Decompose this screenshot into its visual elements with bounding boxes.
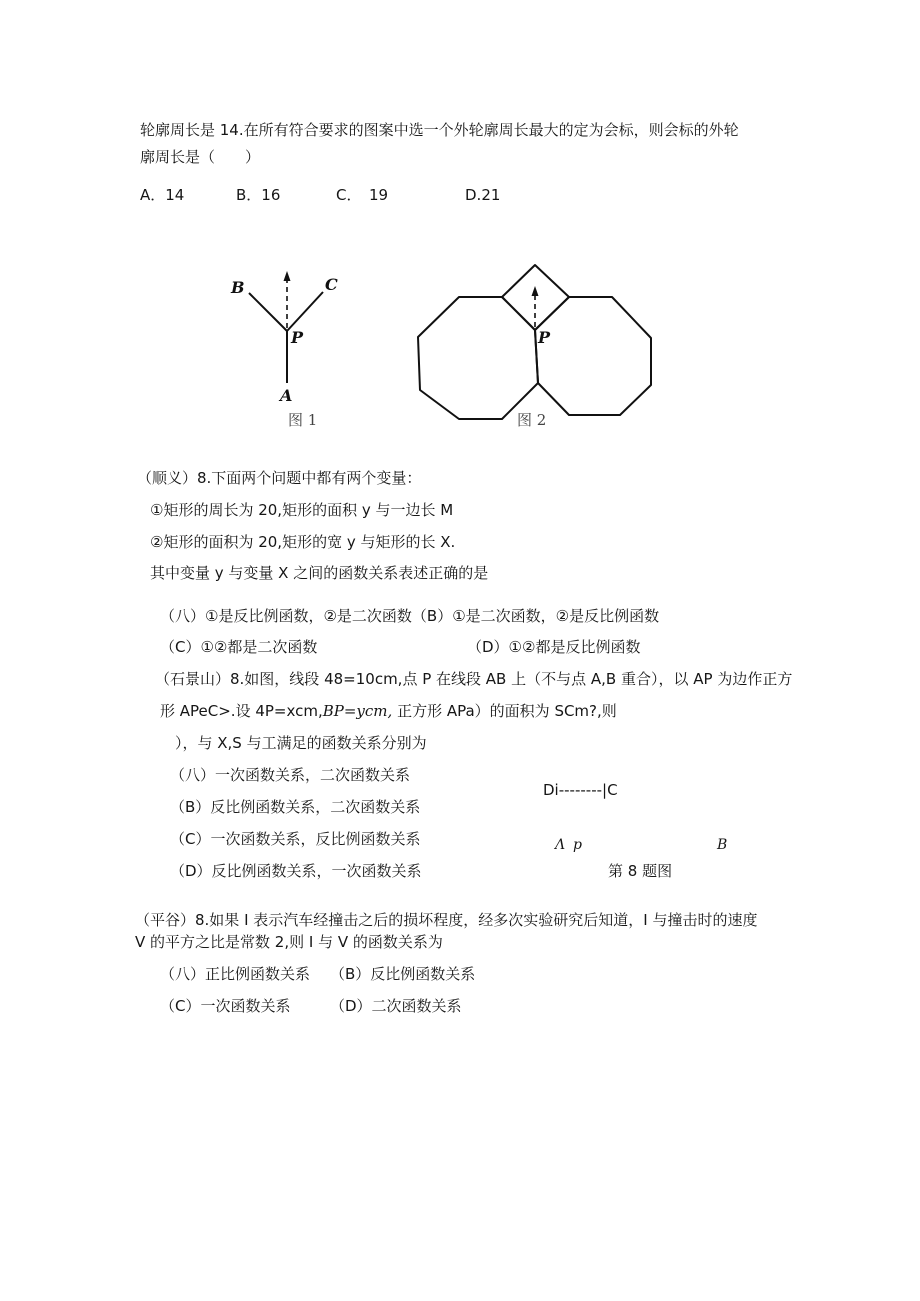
pinggu-line-1: （平谷）8.如果 I 表示汽车经撞击之后的损坏程度，经多次实验研究后知道，I 与撞击时的速度: [135, 911, 758, 929]
segment-pb: [249, 293, 287, 331]
figure2-label-p: P: [538, 328, 551, 347]
q7-text-line1: 轮廓周长是 14.在所有符合要求的图案中选一个外轮廓周长最大的定为会标，则会标的外轮: [140, 121, 739, 139]
shijingshan-line-2-part-2: 正方形 APa）的面积为 SCm?,则: [392, 702, 617, 720]
figure1-label-a: A: [280, 386, 293, 405]
q7-option-b: B．16: [236, 186, 281, 204]
pinggu-option-c: （C）一次函数关系: [160, 997, 291, 1015]
shijingshan-option-b: （B）反比例函数关系，二次函数关系: [170, 798, 421, 816]
shunyi-option-c: （C）①②都是二次函数: [160, 638, 318, 656]
figure1-caption: 图 1: [288, 411, 318, 429]
pinggu-option-a: （八）正比例函数关系: [160, 965, 311, 983]
shijingshan-option-d: （D）反比例函数关系，一次函数关系: [170, 862, 422, 880]
segment-pc: [287, 292, 323, 331]
shijingshan-figure-label-b: B: [717, 837, 728, 853]
figure-1: [249, 280, 323, 383]
right-octagon: [535, 297, 651, 415]
q7-text-line2: 廓周长是（ ）: [140, 148, 261, 166]
shunyi-options-row-1: [160, 607, 659, 625]
arrow-head-icon: [284, 271, 291, 281]
shunyi-item-2: ②矩形的面积为 20,矩形的宽 y 与矩形的长 X.: [150, 533, 456, 551]
shunyi-option-a: （八）①是反比例函数，②是二次函数: [160, 607, 412, 625]
shijingshan-line-1: （石景山）8.如图，线段 48=10cm,点 P 在线段 AB 上（不与点 A,B 重合），以 AP 为边作正方: [155, 670, 793, 688]
shijingshan-option-c: （C）一次函数关系，反比例函数关系: [170, 830, 421, 848]
shijingshan-line-3: ），与 X,S 与工满足的函数关系分别为: [175, 734, 427, 752]
shijingshan-figure-label-p: p: [573, 837, 582, 853]
shijingshan-figure-label-a: Λ: [555, 837, 566, 853]
shijingshan-option-a: （八）一次函数关系，二次函数关系: [170, 766, 411, 784]
shunyi-question: 其中变量 y 与变量 X 之间的函数关系表述正确的是: [150, 564, 489, 582]
shunyi-option-b: （B）①是二次函数，②是反比例函数: [411, 607, 660, 625]
figure1-label-c: C: [325, 275, 338, 294]
shijingshan-figure-top-label: Di--------|C: [543, 781, 618, 799]
figure1-label-b: B: [231, 278, 245, 297]
figure1-label-p: P: [291, 328, 304, 347]
pinggu-option-d: （D）二次函数关系: [330, 997, 462, 1015]
shijingshan-line-2-part-1: 形 APeC>.设 4P=xcm,: [160, 702, 323, 720]
shijingshan-line-2-italic: BP=ycm,: [322, 702, 393, 720]
shijingshan-figure-caption: 第 8 题图: [608, 862, 673, 880]
arrow-head-icon: [532, 286, 539, 296]
q7-option-d: D.21: [465, 186, 501, 204]
left-octagon: [418, 297, 538, 419]
q7-option-a: A．14: [140, 186, 185, 204]
shunyi-option-d: （D）①②都是反比例函数: [467, 638, 641, 656]
shijingshan-line-2: [160, 702, 617, 720]
q7-option-c: C． 19: [336, 186, 389, 204]
figure2-caption: 图 2: [517, 411, 547, 429]
shunyi-item-1: ①矩形的周长为 20,矩形的面积 y 与一边长 M: [150, 501, 454, 519]
pinggu-line-2: V 的平方之比是常数 2,则 I 与 V 的函数关系为: [135, 933, 443, 951]
q7-figures: [0, 250, 920, 440]
pinggu-option-b: （B）反比例函数关系: [330, 965, 476, 983]
shunyi-title: （顺义）8.下面两个问题中都有两个变量：: [137, 469, 422, 487]
